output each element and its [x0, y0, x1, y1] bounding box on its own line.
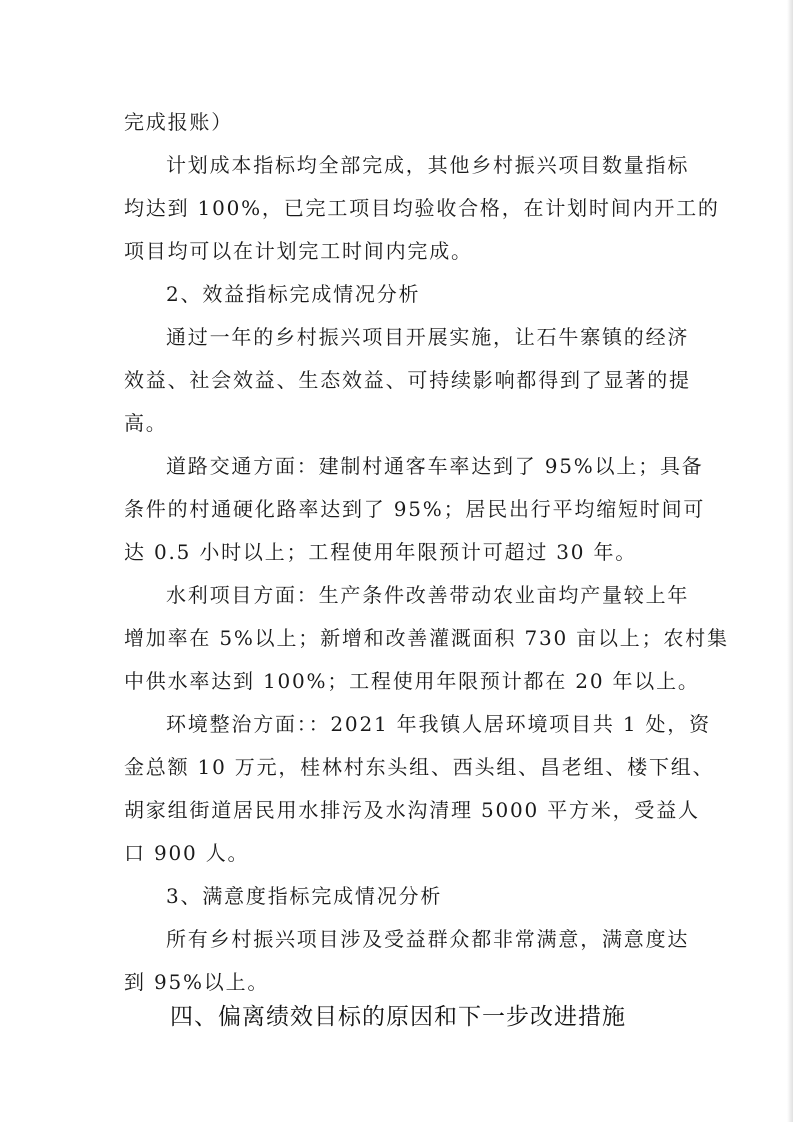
text-line: 到 95%以上。 — [124, 970, 270, 994]
subsection-heading: 3、满意度指标完成情况分析 — [166, 884, 443, 908]
text-line: 均达到 100%，已完工项目均验收合格，在计划时间内开工的 — [124, 196, 720, 220]
text-line: 金总额 10 万元，桂林村东头组、西头组、昌老组、楼下组、 — [124, 755, 715, 779]
paragraph-first-line: 所有乡村振兴项目涉及受益群众都非常满意，满意度达 — [166, 927, 690, 951]
paragraph-first-line: 环境整治方面：：2021 年我镇人居环境项目共 1 处，资 — [166, 712, 711, 736]
page-edge-shadow — [787, 0, 793, 1122]
text-line: 完成报账） — [124, 110, 233, 134]
paragraph-first-line: 道路交通方面：建制村通客车率达到了 95%以上；具备 — [166, 454, 704, 478]
text-line: 中供水率达到 100%；工程使用年限预计都在 20 年以上。 — [124, 669, 700, 693]
text-line: 条件的村通硬化路率达到了 95%；居民出行平均缩短时间可 — [124, 497, 706, 521]
text-line: 增加率在 5%以上；新增和改善灌溉面积 730 亩以上；农村集 — [124, 626, 729, 650]
paragraph-first-line: 通过一年的乡村振兴项目开展实施，让石牛寨镇的经济 — [166, 325, 690, 349]
text-line: 效益、社会效益、生态效益、可持续影响都得到了显著的提 — [124, 368, 691, 392]
text-line: 达 0.5 小时以上；工程使用年限预计可超过 30 年。 — [124, 540, 638, 564]
text-line: 项目均可以在计划完工时间内完成。 — [124, 239, 473, 263]
paragraph-first-line: 计划成本指标均全部完成，其他乡村振兴项目数量指标 — [166, 153, 690, 177]
subsection-heading: 2、效益指标完成情况分析 — [166, 282, 421, 306]
text-line: 高。 — [124, 411, 168, 435]
section-heading: 四、偏离绩效目标的原因和下一步改进措施 — [170, 1004, 626, 1030]
paragraph-first-line: 水利项目方面：生产条件改善带动农业亩均产量较上年 — [166, 583, 690, 607]
text-line: 胡家组街道居民用水排污及水沟清理 5000 平方米，受益人 — [124, 798, 700, 822]
text-line: 口 900 人。 — [124, 841, 250, 865]
